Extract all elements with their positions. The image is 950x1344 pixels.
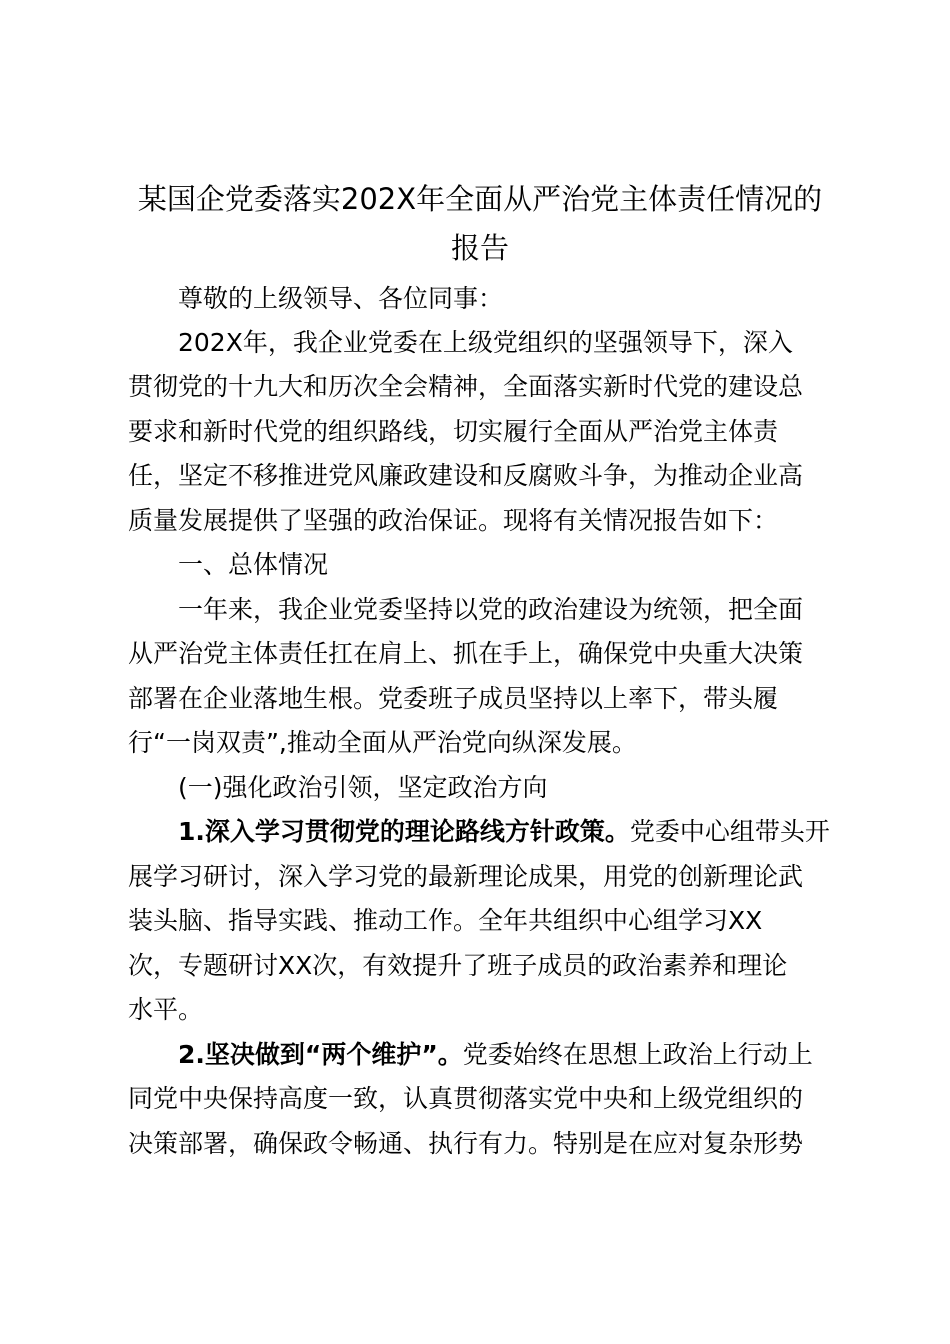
item-1-line-5: 水平。 [128,995,204,1024]
section-1-line-3: 部署在企业落地生根。党委班子成员坚持以上率下，带头履 [128,684,779,713]
item-2-line-2: 同党中央保持高度一致，认真贯彻落实党中央和上级党组织的 [128,1084,804,1113]
item-2-first-rest: 党委始终在思想上政治上行动上 [462,1040,813,1069]
section-1-line-2: 从严治党主体责任扛在肩上、抓在手上，确保党中央重大决策 [128,639,804,668]
subsection-1-heading: (一)强化政治引领，坚定政治方向 [178,773,548,802]
document-title-line-1: 某国企党委落实202X年全面从严治党主体责任情况的 [137,182,823,216]
item-1-first-rest: 党委中心组带头开 [629,817,830,846]
item-2-heading: 2.坚决做到“两个维护”。 [178,1040,463,1069]
salutation: 尊敬的上级领导、各位同事： [178,284,504,313]
section-1-line-4: 行“一岗双责”,推动全面从严治党向纵深发展。 [128,728,637,757]
intro-line-3: 要求和新时代党的组织路线，切实履行全面从严治党主体责 [128,417,779,446]
intro-line-4: 任，坚定不移推进党风廉政建设和反腐败斗争，为推动企业高 [128,461,804,490]
item-2-line-3: 决策部署，确保政令畅通、执行有力。特别是在应对复杂形势 [128,1129,804,1158]
intro-line-1: 202X年，我企业党委在上级党组织的坚强领导下，深入 [178,328,793,357]
item-1-line-2: 展学习研讨，深入学习党的最新理论成果，用党的创新理论武 [128,862,804,891]
item-1-heading: 1.深入学习贯彻党的理论路线方针政策。 [178,817,630,846]
item-1-line-4: 次，专题研讨XX次，有效提升了班子成员的政治素养和理论 [128,951,788,980]
item-1-line-1 [178,816,830,848]
intro-line-2: 贯彻党的十九大和历次全会精神，全面落实新时代党的建设总 [128,372,804,401]
document-title-line-2: 报告 [450,231,509,265]
intro-line-5: 质量发展提供了坚强的政治保证。现将有关情况报告如下： [128,506,779,535]
section-1-line-1: 一年来，我企业党委坚持以党的政治建设为统领，把全面 [178,595,804,624]
item-1-line-3: 装头脑、指导实践、推动工作。全年共组织中心组学习XX [128,906,763,935]
section-1-heading: 一、总体情况 [178,550,329,579]
item-2-line-1 [178,1039,813,1071]
